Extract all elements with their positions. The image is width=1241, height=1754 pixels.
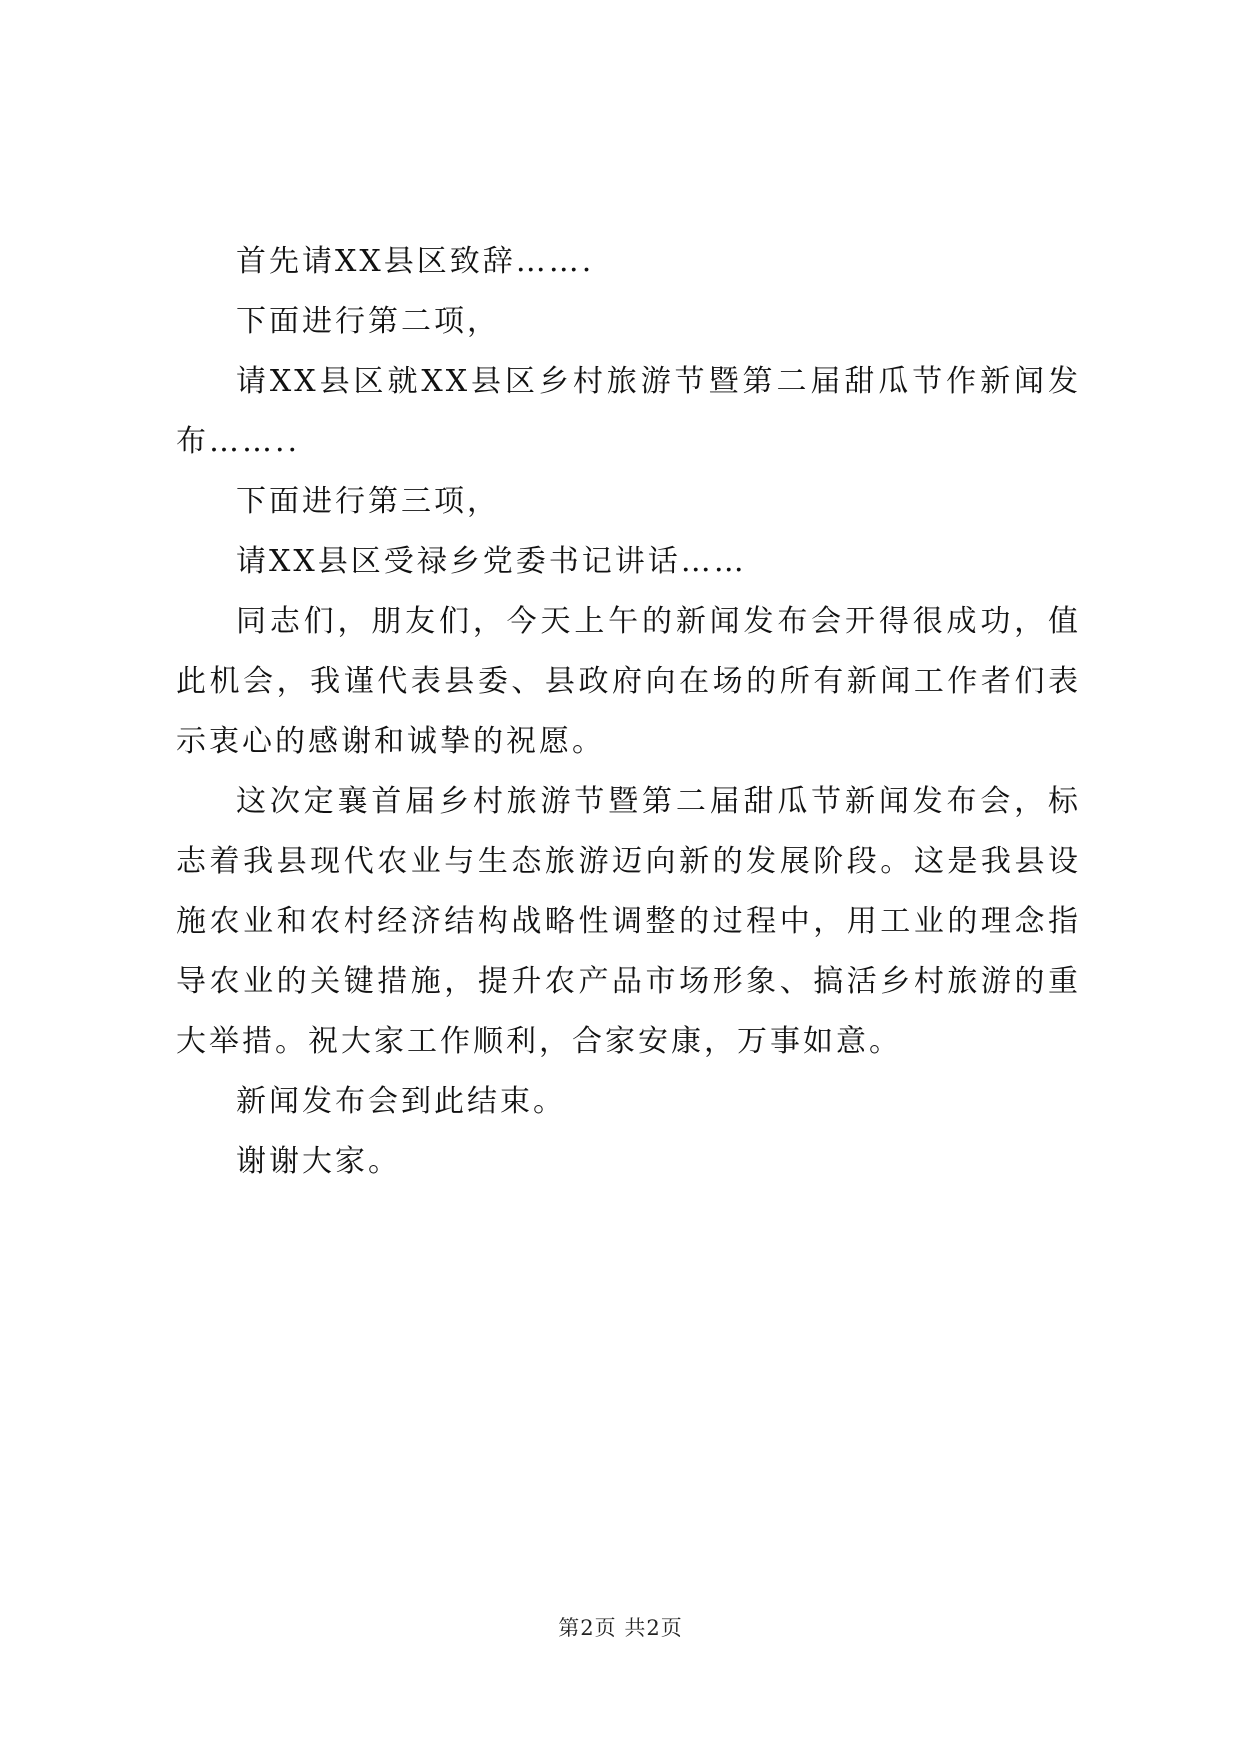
- paragraph-closing: 新闻发布会到此结束。: [236, 1084, 566, 1119]
- paragraph-significance: 这次定襄首届乡村旅游节暨第二届甜瓜节新闻发布会，标志着我县现代农业与生态旅游迈向新的发展阶段。这是我县设施农业和农村经济结构战略性调整的过程中，用工业的理念指导农业的关键措施，提升农产品市场形象、搞活乡村旅游的重大举措。祝大家工作顺利，合家安康，万事如意。: [176, 784, 1081, 1059]
- paragraph-thanks: 同志们，朋友们，今天上午的新闻发布会开得很成功，值此机会，我谨代表县委、县政府向在场的所有新闻工作者们表示衷心的感谢和诚挚的祝愿。: [176, 604, 1081, 759]
- paragraph-item-two: 下面进行第二项，: [236, 304, 500, 339]
- paragraph-opening-speech: 首先请XX县区致辞…….: [236, 244, 595, 279]
- paragraph-news-release: 请XX县区就XX县区乡村旅游节暨第二届甜瓜节作新闻发布……..: [176, 364, 1081, 459]
- paragraph-item-three: 下面进行第三项，: [236, 484, 500, 519]
- document-body: [176, 232, 1081, 1192]
- paragraph-thank-you: 谢谢大家。: [236, 1144, 401, 1179]
- paragraph-secretary-speech: 请XX县区受禄乡党委书记讲话……: [236, 544, 747, 579]
- page-footer: 第2页 共2页: [558, 1616, 683, 1640]
